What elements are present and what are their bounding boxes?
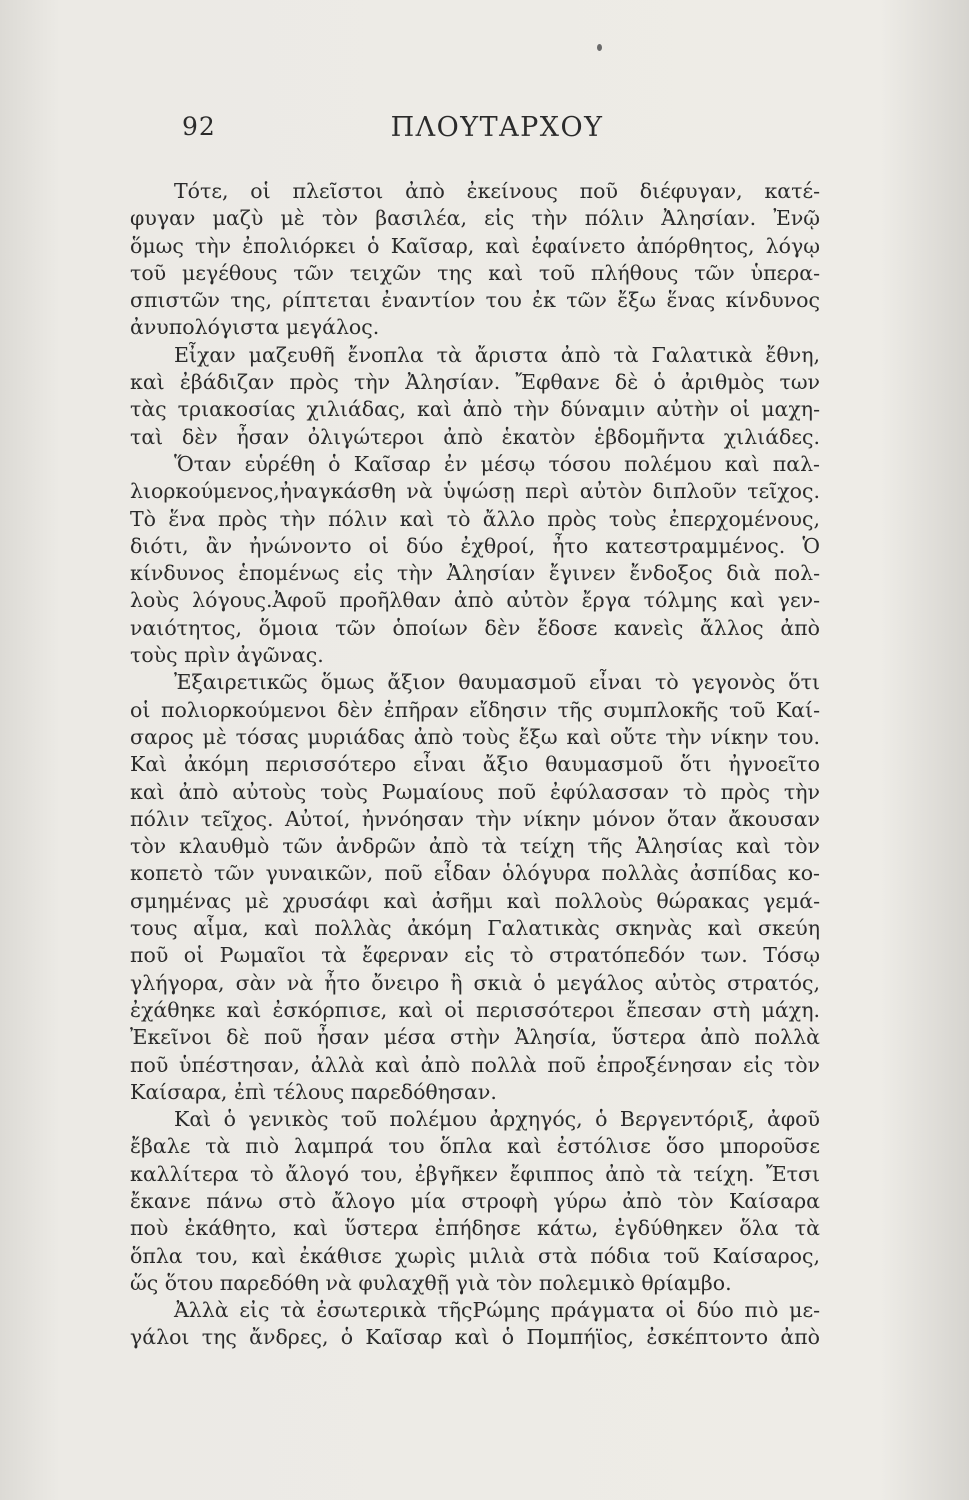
text-line: Ἐκεῖνοι δὲ ποῦ ἦσαν μέσα στὴν Ἀλησία, ὕστερα ἀπὸ πολλὰ (130, 1025, 820, 1050)
page-header (182, 112, 812, 152)
text-line: Εἶχαν μαζευθῆ ἔνοπλα τὰ ἄριστα ἀπὸ τὰ Γαλατικὰ ἔθνη, (174, 342, 820, 367)
text-line: διότι, ἂν ἠνώνοντο οἱ δύο ἐχθροί, ἦτο κατεστραμμένος. Ὁ (130, 533, 820, 558)
text-line: Καὶ ὁ γενικὸς τοῦ πολέμου ἀρχηγός, ὁ Βεργεντόριξ, ἀφοῦ (174, 1107, 820, 1132)
text-line: Ἐξαιρετικῶς ὅμως ἄξιον θαυμασμοῦ εἶναι τὸ γεγονὸς ὅτι (174, 670, 820, 695)
text-line: καὶ ἐβάδιζαν πρὸς τὴν Ἀλησίαν. Ἔφθανε δὲ ὁ ἀριθμὸς των (130, 370, 820, 395)
text-line: γάλοι της ἄνδρες, ὁ Καῖσαρ καὶ ὁ Πομπήϊος, ἐσκέπτοντο ἀπὸ (130, 1325, 820, 1350)
text-line: ἔβαλε τὰ πιὸ λαμπρά του ὅπλα καὶ ἐστόλισε ὅσο μποροῦσε (130, 1134, 820, 1159)
text-line: γλήγορα, σὰν νὰ ἦτο ὄνειρο ἢ σκιὰ ὁ μεγάλος αὐτὸς στρατός, (130, 970, 820, 995)
body-text (130, 178, 820, 1352)
text-line: Καίσαρα, ἐπὶ τέλους παρεδόθησαν. (130, 1079, 497, 1104)
text-line: τοῦ μεγέθους τῶν τειχῶν της καὶ τοῦ πλήθους τῶν ὑπερα- (130, 260, 820, 285)
text-line: ἐχάθηκε καὶ ἐσκόρπισε, καὶ οἱ περισσότεροι ἔπεσαν στὴ μάχη. (130, 997, 820, 1022)
text-line: Τότε, οἱ πλεῖστοι ἀπὸ ἐκείνους ποῦ διέφυγαν, κατέ- (174, 179, 820, 203)
text-line: ὅπλα του, καὶ ἐκάθισε χωρὶς μιλιὰ στὰ πόδια τοῦ Καίσαρος, (130, 1243, 820, 1268)
text-line: σπιστῶν της, ρίπτεται ἐναντίον του ἐκ τῶν ἔξω ἕνας κίνδυνος (130, 288, 820, 313)
text-line: κίνδυνος ἑπομένως εἰς τὴν Ἀλησίαν ἔγινεν ἔνδοξος διὰ πολ- (130, 561, 820, 586)
text-line: λιορκούμενος,ἠναγκάσθη νὰ ὑψώσῃ περὶ αὐτὸν διπλοῦν τεῖχος. (130, 479, 820, 504)
text-line: τὰς τριακοσίας χιλιάδας, καὶ ἀπὸ τὴν δύναμιν αὐτὴν οἱ μαχη- (130, 397, 820, 422)
text-line: ναιότητος, ὅμοια τῶν ὁποίων δὲν ἔδοσε κανεὶς ἄλλος ἀπὸ (130, 615, 820, 640)
text-line: ἀνυπολόγιστα μεγάλος. (130, 315, 380, 340)
running-title: ΠΛΟΥΤΑΡΧΟΥ (390, 112, 604, 143)
text-line: καὶ ἀπὸ αὐτοὺς τοὺς Ρωμαίους ποῦ ἐφύλασσαν τὸ πρὸς τὴν (130, 779, 820, 804)
text-line: σαρος μὲ τόσας μυριάδας ἀπὸ τοὺς ἔξω καὶ οὔτε τὴν νίκην του. (130, 724, 820, 749)
text-line: Τὸ ἕνα πρὸς τὴν πόλιν καὶ τὸ ἄλλο πρὸς τοὺς ἐπερχομένους, (130, 506, 820, 531)
ink-speck (597, 44, 602, 51)
text-line: φυγαν μαζὺ μὲ τὸν βασιλέα, εἰς τὴν πόλιν Ἀλησίαν. Ἐνῷ (130, 206, 820, 231)
text-line: κοπετὸ τῶν γυναικῶν, ποῦ εἶδαν ὁλόγυρα πολλὰς ἀσπίδας κο- (130, 861, 820, 886)
text-line: ταὶ δὲν ἦσαν ὀλιγώτεροι ἀπὸ ἑκατὸν ἑβδομῆντα χιλιάδες. (130, 424, 820, 449)
text-line: Καὶ ἀκόμη περισσότερο εἶναι ἄξιο θαυμασμοῦ ὅτι ἠγνοεῖτο (130, 752, 820, 777)
text-line: τοὺς πρὶν ἀγῶνας. (130, 643, 324, 668)
text-line: Ὅταν εὑρέθη ὁ Καῖσαρ ἐν μέσῳ τόσου πολέμου καὶ παλ- (174, 451, 820, 476)
text-line: τους αἷμα, καὶ πολλὰς ἀκόμη Γαλατικὰς σκηνὰς καὶ σκεύη (130, 916, 820, 941)
text-line: ποῦ ὑπέστησαν, ἀλλὰ καὶ ἀπὸ πολλὰ ποῦ ἐπροξένησαν εἰς τὸν (130, 1052, 820, 1077)
text-line: σμημένας μὲ χρυσάφι καὶ ἀσῆμι καὶ πολλοὺς θώρακας γεμά- (130, 888, 820, 913)
text-line: τὸν κλαυθμὸ τῶν ἀνδρῶν ἀπὸ τὰ τείχη τῆς Ἀλησίας καὶ τὸν (130, 834, 820, 859)
text-line: ποῦ οἱ Ρωμαῖοι τὰ ἔφερναν εἰς τὸ στρατόπεδόν των. Τόσῳ (130, 943, 820, 968)
text-line: καλλίτερα τὸ ἄλογό του, ἐβγῆκεν ἔφιππος ἀπὸ τὰ τείχη. Ἔτσι (130, 1161, 820, 1186)
text-line: λοὺς λόγους.Ἀφοῦ προῆλθαν ἀπὸ αὐτὸν ἔργα τόλμης καὶ γεν- (130, 588, 820, 613)
text-line: ποὺ ἐκάθητο, καὶ ὕστερα ἐπήδησε κάτω, ἐγδύθηκεν ὅλα τὰ (130, 1216, 820, 1241)
text-line: οἱ πολιορκούμενοι δὲν ἐπῆραν εἴδησιν τῆς συμπλοκῆς τοῦ Καί- (130, 697, 820, 722)
text-line: πόλιν τεῖχος. Αὐτοί, ἠννόησαν τὴν νίκην μόνον ὅταν ἄκουσαν (130, 806, 820, 831)
page-number: 92 (182, 112, 216, 141)
text-line: Ἀλλὰ εἰς τὰ ἐσωτερικὰ τῆςΡώμης πράγματα οἱ δύο πιὸ με- (174, 1298, 820, 1323)
text-line: ὥς ὅτου παρεδόθη νὰ φυλαχθῇ γιὰ τὸν πολεμικὸ θρίαμβο. (130, 1270, 732, 1295)
text-line: ἔκανε πάνω στὸ ἄλογο μία στροφὴ γύρω ἀπὸ τὸν Καίσαρα (130, 1188, 820, 1213)
text-line: ὅμως τὴν ἐπολιόρκει ὁ Καῖσαρ, καὶ ἐφαίνετο ἀπόρθητος, λόγῳ (130, 233, 820, 258)
